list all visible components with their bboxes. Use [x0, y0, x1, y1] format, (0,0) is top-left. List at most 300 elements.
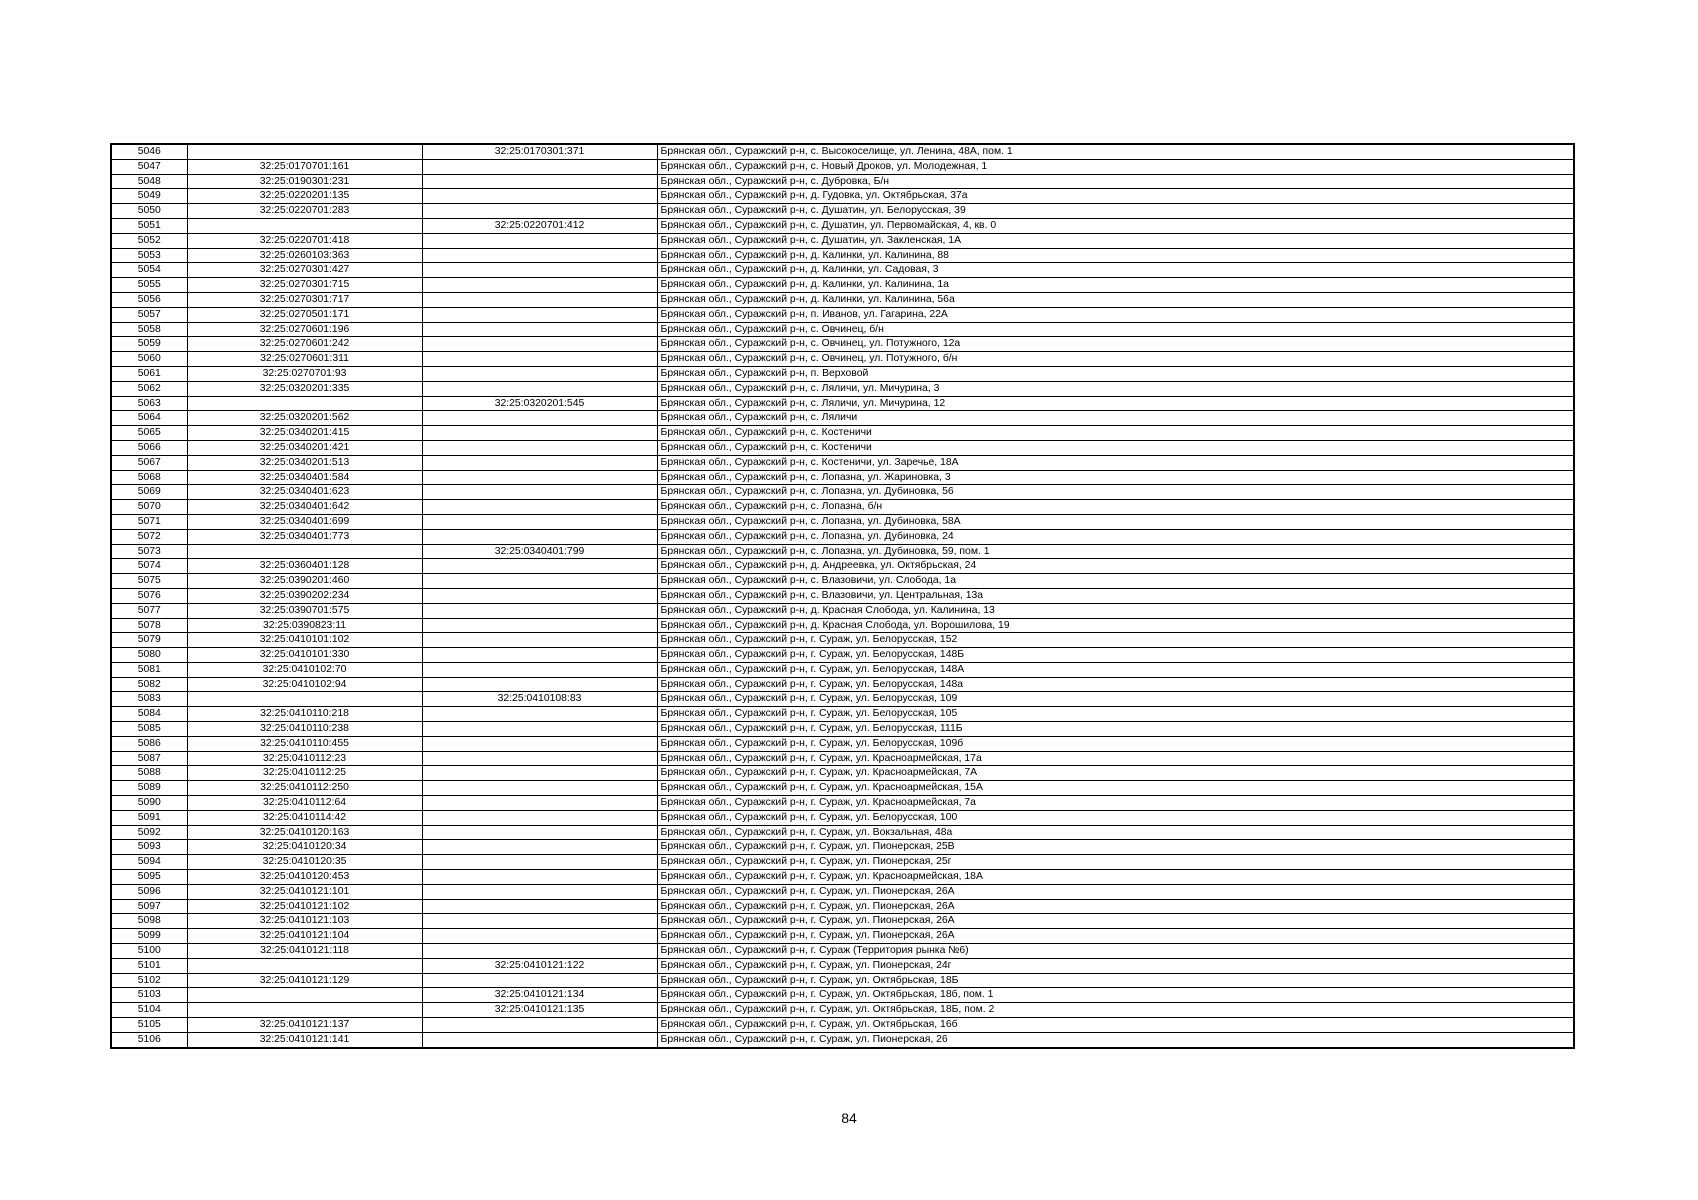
- cadastral-number-cell: 32:25:0410120:453: [187, 870, 422, 885]
- cadastral-number-cell: [187, 988, 422, 1003]
- row-number-cell: 5056: [111, 292, 187, 307]
- table-row: [111, 988, 1574, 1003]
- registry-table: [110, 143, 1575, 1049]
- row-number-cell: 5089: [111, 781, 187, 796]
- address-cell: Брянская обл., Суражский р-н, г. Сураж, ул. Белорусская, 109: [657, 692, 1574, 707]
- table-row: [111, 514, 1574, 529]
- row-number-cell: 5076: [111, 588, 187, 603]
- cadastral-number-cell: 32:25:0270301:715: [187, 278, 422, 293]
- table-row: [111, 781, 1574, 796]
- table-row: [111, 500, 1574, 515]
- cadastral-number-alt-cell: 32:25:0320201:545: [422, 396, 657, 411]
- cadastral-number-alt-cell: [422, 840, 657, 855]
- cadastral-number-alt-cell: [422, 751, 657, 766]
- address-cell: Брянская обл., Суражский р-н, с. Влазовичи, ул. Слобода, 1а: [657, 574, 1574, 589]
- address-cell: Брянская обл., Суражский р-н, г. Сураж, ул. Белорусская, 100: [657, 810, 1574, 825]
- cadastral-number-cell: [187, 396, 422, 411]
- row-number-cell: 5106: [111, 1032, 187, 1047]
- cadastral-number-cell: 32:25:0260103:363: [187, 248, 422, 263]
- cadastral-number-cell: 32:25:0270601:311: [187, 352, 422, 367]
- cadastral-number-alt-cell: [422, 796, 657, 811]
- cadastral-number-alt-cell: [422, 973, 657, 988]
- row-number-cell: 5100: [111, 944, 187, 959]
- table-row: [111, 722, 1574, 737]
- address-cell: Брянская обл., Суражский р-н, д. Калинки, ул. Садовая, 3: [657, 263, 1574, 278]
- address-cell: Брянская обл., Суражский р-н, с. Ляличи: [657, 411, 1574, 426]
- cadastral-number-alt-cell: [422, 648, 657, 663]
- cadastral-number-alt-cell: [422, 603, 657, 618]
- table-row: [111, 973, 1574, 988]
- address-cell: Брянская обл., Суражский р-н, г. Сураж, ул. Белорусская, 105: [657, 707, 1574, 722]
- address-cell: Брянская обл., Суражский р-н, г. Сураж, ул. Белорусская, 109б: [657, 736, 1574, 751]
- address-cell: Брянская обл., Суражский р-н, с. Новый Дроков, ул. Молодежная, 1: [657, 159, 1574, 174]
- row-number-cell: 5053: [111, 248, 187, 263]
- row-number-cell: 5048: [111, 174, 187, 189]
- registry-table-body: [111, 144, 1574, 1048]
- cadastral-number-cell: 32:25:0410110:455: [187, 736, 422, 751]
- table-row: [111, 233, 1574, 248]
- address-cell: Брянская обл., Суражский р-н, с. Лопазна, б/н: [657, 500, 1574, 515]
- address-cell: Брянская обл., Суражский р-н, с. Душатин, ул. Белорусская, 39: [657, 204, 1574, 219]
- cadastral-number-cell: 32:25:0340401:699: [187, 514, 422, 529]
- row-number-cell: 5050: [111, 204, 187, 219]
- row-number-cell: 5058: [111, 322, 187, 337]
- address-cell: Брянская обл., Суражский р-н, с. Костеничи: [657, 426, 1574, 441]
- cadastral-number-cell: 32:25:0340201:513: [187, 455, 422, 470]
- cadastral-number-alt-cell: 32:25:0220701:412: [422, 218, 657, 233]
- cadastral-number-cell: 32:25:0340401:584: [187, 470, 422, 485]
- cadastral-number-alt-cell: [422, 485, 657, 500]
- address-cell: Брянская обл., Суражский р-н, с. Высокоселище, ул. Ленина, 48А, пом. 1: [657, 144, 1574, 159]
- cadastral-number-cell: 32:25:0170701:161: [187, 159, 422, 174]
- row-number-cell: 5081: [111, 662, 187, 677]
- table-row: [111, 529, 1574, 544]
- table-row: [111, 707, 1574, 722]
- cadastral-number-alt-cell: [422, 825, 657, 840]
- cadastral-number-alt-cell: 32:25:0410108:83: [422, 692, 657, 707]
- address-cell: Брянская обл., Суражский р-н, г. Сураж, ул. Красноармейская, 7А: [657, 766, 1574, 781]
- cadastral-number-cell: 32:25:0410112:250: [187, 781, 422, 796]
- table-row: [111, 189, 1574, 204]
- address-cell: Брянская обл., Суражский р-н, г. Сураж, ул. Красноармейская, 17а: [657, 751, 1574, 766]
- cadastral-number-alt-cell: [422, 736, 657, 751]
- address-cell: Брянская обл., Суражский р-н, д. Гудовка, ул. Октябрьская, 37а: [657, 189, 1574, 204]
- table-row: [111, 218, 1574, 233]
- table-row: [111, 352, 1574, 367]
- table-row: [111, 1003, 1574, 1018]
- cadastral-number-alt-cell: [422, 574, 657, 589]
- table-row: [111, 544, 1574, 559]
- address-cell: Брянская обл., Суражский р-н, с. Лопазна, ул. Дубиновка, 24: [657, 529, 1574, 544]
- address-cell: Брянская обл., Суражский р-н, с. Овчинец, б/н: [657, 322, 1574, 337]
- table-row: [111, 559, 1574, 574]
- table-row: [111, 174, 1574, 189]
- table-row: [111, 366, 1574, 381]
- cadastral-number-cell: 32:25:0410114:42: [187, 810, 422, 825]
- table-row: [111, 485, 1574, 500]
- row-number-cell: 5101: [111, 958, 187, 973]
- cadastral-number-cell: 32:25:0320201:335: [187, 381, 422, 396]
- table-row: [111, 677, 1574, 692]
- table-row: [111, 159, 1574, 174]
- row-number-cell: 5092: [111, 825, 187, 840]
- table-row: [111, 840, 1574, 855]
- address-cell: Брянская обл., Суражский р-н, с. Влазовичи, ул. Центральная, 13а: [657, 588, 1574, 603]
- cadastral-number-cell: 32:25:0270501:171: [187, 307, 422, 322]
- cadastral-number-alt-cell: [422, 766, 657, 781]
- cadastral-number-alt-cell: [422, 307, 657, 322]
- cadastral-number-cell: 32:25:0320201:562: [187, 411, 422, 426]
- row-number-cell: 5073: [111, 544, 187, 559]
- address-cell: Брянская обл., Суражский р-н, г. Сураж, ул. Красноармейская, 7а: [657, 796, 1574, 811]
- cadastral-number-alt-cell: [422, 722, 657, 737]
- row-number-cell: 5088: [111, 766, 187, 781]
- row-number-cell: 5084: [111, 707, 187, 722]
- address-cell: Брянская обл., Суражский р-н, г. Сураж, ул. Октябрьская, 18Б: [657, 973, 1574, 988]
- cadastral-number-alt-cell: [422, 322, 657, 337]
- cadastral-number-alt-cell: [422, 855, 657, 870]
- cadastral-number-cell: [187, 544, 422, 559]
- address-cell: Брянская обл., Суражский р-н, с. Овчинец, ул. Потужного, 12а: [657, 337, 1574, 352]
- cadastral-number-cell: 32:25:0270601:196: [187, 322, 422, 337]
- cadastral-number-cell: 32:25:0270701:93: [187, 366, 422, 381]
- address-cell: Брянская обл., Суражский р-н, д. Калинки, ул. Калинина, 88: [657, 248, 1574, 263]
- cadastral-number-cell: 32:25:0360401:128: [187, 559, 422, 574]
- cadastral-number-cell: 32:25:0410121:101: [187, 884, 422, 899]
- cadastral-number-cell: 32:25:0340201:421: [187, 440, 422, 455]
- cadastral-number-alt-cell: [422, 781, 657, 796]
- row-number-cell: 5095: [111, 870, 187, 885]
- cadastral-number-cell: 32:25:0340401:642: [187, 500, 422, 515]
- page-number: 84: [841, 1110, 857, 1126]
- cadastral-number-cell: 32:25:0410121:103: [187, 914, 422, 929]
- row-number-cell: 5079: [111, 633, 187, 648]
- cadastral-number-alt-cell: 32:25:0340401:799: [422, 544, 657, 559]
- cadastral-number-cell: 32:25:0410120:34: [187, 840, 422, 855]
- table-row: [111, 144, 1574, 159]
- cadastral-number-cell: 32:25:0390202:234: [187, 588, 422, 603]
- address-cell: Брянская обл., Суражский р-н, г. Сураж, ул. Белорусская, 148А: [657, 662, 1574, 677]
- cadastral-number-alt-cell: [422, 618, 657, 633]
- cadastral-number-cell: 32:25:0410101:102: [187, 633, 422, 648]
- table-row: [111, 1032, 1574, 1047]
- table-row: [111, 337, 1574, 352]
- cadastral-number-cell: [187, 958, 422, 973]
- table-row: [111, 958, 1574, 973]
- cadastral-number-alt-cell: [422, 189, 657, 204]
- cadastral-number-alt-cell: [422, 381, 657, 396]
- row-number-cell: 5055: [111, 278, 187, 293]
- cadastral-number-alt-cell: [422, 263, 657, 278]
- cadastral-number-alt-cell: [422, 278, 657, 293]
- table-row: [111, 810, 1574, 825]
- row-number-cell: 5096: [111, 884, 187, 899]
- table-row: [111, 396, 1574, 411]
- cadastral-number-cell: [187, 218, 422, 233]
- cadastral-number-alt-cell: [422, 337, 657, 352]
- table-row: [111, 322, 1574, 337]
- cadastral-number-alt-cell: [422, 352, 657, 367]
- cadastral-number-alt-cell: [422, 929, 657, 944]
- row-number-cell: 5093: [111, 840, 187, 855]
- cadastral-number-alt-cell: [422, 588, 657, 603]
- cadastral-number-alt-cell: [422, 204, 657, 219]
- cadastral-number-alt-cell: 32:25:0170301:371: [422, 144, 657, 159]
- cadastral-number-cell: 32:25:0390823:11: [187, 618, 422, 633]
- row-number-cell: 5098: [111, 914, 187, 929]
- row-number-cell: 5046: [111, 144, 187, 159]
- table-row: [111, 278, 1574, 293]
- row-number-cell: 5075: [111, 574, 187, 589]
- address-cell: Брянская обл., Суражский р-н, с. Лопазна, ул. Дубиновка, 58А: [657, 514, 1574, 529]
- cadastral-number-cell: 32:25:0340401:623: [187, 485, 422, 500]
- cadastral-number-alt-cell: [422, 292, 657, 307]
- cadastral-number-alt-cell: [422, 470, 657, 485]
- table-row: [111, 825, 1574, 840]
- cadastral-number-alt-cell: [422, 914, 657, 929]
- cadastral-number-cell: 32:25:0410121:141: [187, 1032, 422, 1047]
- address-cell: Брянская обл., Суражский р-н, д. Красная Слобода, ул. Ворошилова, 19: [657, 618, 1574, 633]
- table-row: [111, 381, 1574, 396]
- row-number-cell: 5077: [111, 603, 187, 618]
- table-row: [111, 633, 1574, 648]
- cadastral-number-cell: 32:25:0410121:118: [187, 944, 422, 959]
- table-row: [111, 455, 1574, 470]
- table-row: [111, 470, 1574, 485]
- row-number-cell: 5087: [111, 751, 187, 766]
- cadastral-number-cell: 32:25:0410120:163: [187, 825, 422, 840]
- address-cell: Брянская обл., Суражский р-н, г. Сураж, ул. Белорусская, 111Б: [657, 722, 1574, 737]
- cadastral-number-alt-cell: [422, 174, 657, 189]
- row-number-cell: 5102: [111, 973, 187, 988]
- cadastral-number-cell: [187, 144, 422, 159]
- table-row: [111, 796, 1574, 811]
- row-number-cell: 5103: [111, 988, 187, 1003]
- row-number-cell: 5091: [111, 810, 187, 825]
- cadastral-number-alt-cell: [422, 884, 657, 899]
- table-row: [111, 899, 1574, 914]
- address-cell: Брянская обл., Суражский р-н, с. Костеничи: [657, 440, 1574, 455]
- table-row: [111, 766, 1574, 781]
- cadastral-number-cell: 32:25:0410110:218: [187, 707, 422, 722]
- table-row: [111, 751, 1574, 766]
- table-row: [111, 692, 1574, 707]
- table-row: [111, 914, 1574, 929]
- cadastral-number-cell: 32:25:0190301:231: [187, 174, 422, 189]
- table-row: [111, 248, 1574, 263]
- table-row: [111, 411, 1574, 426]
- cadastral-number-cell: 32:25:0220701:418: [187, 233, 422, 248]
- cadastral-number-cell: [187, 1003, 422, 1018]
- address-cell: Брянская обл., Суражский р-н, с. Лопазна, ул. Дубиновка, 59, пом. 1: [657, 544, 1574, 559]
- cadastral-number-cell: 32:25:0410121:137: [187, 1018, 422, 1033]
- cadastral-number-cell: 32:25:0410121:104: [187, 929, 422, 944]
- table-row: [111, 1018, 1574, 1033]
- row-number-cell: 5090: [111, 796, 187, 811]
- table-row: [111, 929, 1574, 944]
- address-cell: Брянская обл., Суражский р-н, г. Сураж, ул. Красноармейская, 18А: [657, 870, 1574, 885]
- address-cell: Брянская обл., Суражский р-н, г. Сураж, ул. Красноармейская, 15А: [657, 781, 1574, 796]
- cadastral-number-cell: 32:25:0340401:773: [187, 529, 422, 544]
- cadastral-number-alt-cell: [422, 1018, 657, 1033]
- cadastral-number-alt-cell: [422, 366, 657, 381]
- address-cell: Брянская обл., Суражский р-н, д. Андреевка, ул. Октябрьская, 24: [657, 559, 1574, 574]
- row-number-cell: 5086: [111, 736, 187, 751]
- cadastral-number-cell: 32:25:0410121:102: [187, 899, 422, 914]
- address-cell: Брянская обл., Суражский р-н, г. Сураж (Территория рынка №6): [657, 944, 1574, 959]
- cadastral-number-cell: 32:25:0270601:242: [187, 337, 422, 352]
- row-number-cell: 5074: [111, 559, 187, 574]
- cadastral-number-cell: 32:25:0410112:23: [187, 751, 422, 766]
- row-number-cell: 5065: [111, 426, 187, 441]
- address-cell: Брянская обл., Суражский р-н, д. Калинки, ул. Калинина, 1а: [657, 278, 1574, 293]
- table-row: [111, 204, 1574, 219]
- row-number-cell: 5099: [111, 929, 187, 944]
- row-number-cell: 5082: [111, 677, 187, 692]
- address-cell: Брянская обл., Суражский р-н, с. Ляличи, ул. Мичурина, 12: [657, 396, 1574, 411]
- address-cell: Брянская обл., Суражский р-н, с. Дубровка, Б/н: [657, 174, 1574, 189]
- row-number-cell: 5070: [111, 500, 187, 515]
- address-cell: Брянская обл., Суражский р-н, г. Сураж, ул. Октябрьская, 18Б, пом. 2: [657, 1003, 1574, 1018]
- table-row: [111, 588, 1574, 603]
- cadastral-number-alt-cell: [422, 500, 657, 515]
- cadastral-number-cell: 32:25:0340201:415: [187, 426, 422, 441]
- address-cell: Брянская обл., Суражский р-н, д. Калинки, ул. Калинина, 56а: [657, 292, 1574, 307]
- table-row: [111, 618, 1574, 633]
- table-row: [111, 648, 1574, 663]
- row-number-cell: 5078: [111, 618, 187, 633]
- cadastral-number-alt-cell: [422, 248, 657, 263]
- address-cell: Брянская обл., Суражский р-н, г. Сураж, ул. Пионерская, 26А: [657, 899, 1574, 914]
- row-number-cell: 5067: [111, 455, 187, 470]
- row-number-cell: 5060: [111, 352, 187, 367]
- cadastral-number-alt-cell: [422, 633, 657, 648]
- table-row: [111, 440, 1574, 455]
- address-cell: Брянская обл., Суражский р-н, с. Костеничи, ул. Заречье, 18А: [657, 455, 1574, 470]
- row-number-cell: 5097: [111, 899, 187, 914]
- cadastral-number-alt-cell: [422, 662, 657, 677]
- cadastral-number-alt-cell: [422, 440, 657, 455]
- cadastral-number-alt-cell: [422, 514, 657, 529]
- address-cell: Брянская обл., Суражский р-н, с. Овчинец, ул. Потужного, б/н: [657, 352, 1574, 367]
- row-number-cell: 5072: [111, 529, 187, 544]
- row-number-cell: 5094: [111, 855, 187, 870]
- cadastral-number-alt-cell: [422, 944, 657, 959]
- address-cell: Брянская обл., Суражский р-н, г. Сураж, ул. Белорусская, 148а: [657, 677, 1574, 692]
- address-cell: Брянская обл., Суражский р-н, с. Лопазна, ул. Дубиновка, 56: [657, 485, 1574, 500]
- table-row: [111, 263, 1574, 278]
- address-cell: Брянская обл., Суражский р-н, п. Верховой: [657, 366, 1574, 381]
- cadastral-number-alt-cell: [422, 1032, 657, 1047]
- table-row: [111, 870, 1574, 885]
- address-cell: Брянская обл., Суражский р-н, д. Красная Слобода, ул. Калинина, 13: [657, 603, 1574, 618]
- table-row: [111, 662, 1574, 677]
- address-cell: Брянская обл., Суражский р-н, г. Сураж, ул. Пионерская, 26А: [657, 929, 1574, 944]
- cadastral-number-alt-cell: [422, 529, 657, 544]
- cadastral-number-cell: 32:25:0390201:460: [187, 574, 422, 589]
- cadastral-number-alt-cell: [422, 677, 657, 692]
- table-row: [111, 944, 1574, 959]
- cadastral-number-alt-cell: 32:25:0410121:135: [422, 1003, 657, 1018]
- row-number-cell: 5080: [111, 648, 187, 663]
- row-number-cell: 5066: [111, 440, 187, 455]
- cadastral-number-cell: 32:25:0220701:283: [187, 204, 422, 219]
- row-number-cell: 5071: [111, 514, 187, 529]
- row-number-cell: 5105: [111, 1018, 187, 1033]
- table-row: [111, 736, 1574, 751]
- cadastral-number-alt-cell: [422, 159, 657, 174]
- cadastral-number-cell: 32:25:0410102:70: [187, 662, 422, 677]
- cadastral-number-cell: 32:25:0270301:717: [187, 292, 422, 307]
- address-cell: Брянская обл., Суражский р-н, п. Иванов, ул. Гагарина, 22А: [657, 307, 1574, 322]
- address-cell: Брянская обл., Суражский р-н, с. Лопазна, ул. Жариновка, 3: [657, 470, 1574, 485]
- row-number-cell: 5051: [111, 218, 187, 233]
- address-cell: Брянская обл., Суражский р-н, г. Сураж, ул. Октябрьская, 16б: [657, 1018, 1574, 1033]
- address-cell: Брянская обл., Суражский р-н, г. Сураж, ул. Белорусская, 148Б: [657, 648, 1574, 663]
- table-row: [111, 603, 1574, 618]
- table-row: [111, 426, 1574, 441]
- row-number-cell: 5104: [111, 1003, 187, 1018]
- cadastral-number-cell: 32:25:0410120:35: [187, 855, 422, 870]
- cadastral-number-cell: 32:25:0220201:135: [187, 189, 422, 204]
- row-number-cell: 5064: [111, 411, 187, 426]
- table-row: [111, 855, 1574, 870]
- address-cell: Брянская обл., Суражский р-н, г. Сураж, ул. Белорусская, 152: [657, 633, 1574, 648]
- row-number-cell: 5085: [111, 722, 187, 737]
- cadastral-number-alt-cell: [422, 707, 657, 722]
- cadastral-number-cell: 32:25:0270301:427: [187, 263, 422, 278]
- cadastral-number-cell: 32:25:0390701:575: [187, 603, 422, 618]
- cadastral-number-cell: 32:25:0410112:25: [187, 766, 422, 781]
- cadastral-number-alt-cell: [422, 233, 657, 248]
- cadastral-number-alt-cell: [422, 426, 657, 441]
- table-row: [111, 884, 1574, 899]
- cadastral-number-cell: 32:25:0410101:330: [187, 648, 422, 663]
- row-number-cell: 5059: [111, 337, 187, 352]
- address-cell: Брянская обл., Суражский р-н, г. Сураж, ул. Пионерская, 25В: [657, 840, 1574, 855]
- row-number-cell: 5047: [111, 159, 187, 174]
- cadastral-number-alt-cell: 32:25:0410121:134: [422, 988, 657, 1003]
- table-row: [111, 292, 1574, 307]
- row-number-cell: 5054: [111, 263, 187, 278]
- address-cell: Брянская обл., Суражский р-н, г. Сураж, ул. Пионерская, 24г: [657, 958, 1574, 973]
- row-number-cell: 5057: [111, 307, 187, 322]
- cadastral-number-cell: 32:25:0410102:94: [187, 677, 422, 692]
- cadastral-number-alt-cell: [422, 870, 657, 885]
- cadastral-number-cell: 32:25:0410121:129: [187, 973, 422, 988]
- address-cell: Брянская обл., Суражский р-н, г. Сураж, ул. Октябрьская, 18б, пом. 1: [657, 988, 1574, 1003]
- address-cell: Брянская обл., Суражский р-н, г. Сураж, ул. Вокзальная, 48а: [657, 825, 1574, 840]
- address-cell: Брянская обл., Суражский р-н, с. Душатин, ул. Закленская, 1А: [657, 233, 1574, 248]
- cadastral-number-alt-cell: 32:25:0410121:122: [422, 958, 657, 973]
- cadastral-number-cell: [187, 692, 422, 707]
- cadastral-number-alt-cell: [422, 559, 657, 574]
- row-number-cell: 5062: [111, 381, 187, 396]
- row-number-cell: 5061: [111, 366, 187, 381]
- table-row: [111, 307, 1574, 322]
- address-cell: Брянская обл., Суражский р-н, г. Сураж, ул. Пионерская, 25г: [657, 855, 1574, 870]
- cadastral-number-alt-cell: [422, 810, 657, 825]
- row-number-cell: 5052: [111, 233, 187, 248]
- address-cell: Брянская обл., Суражский р-н, г. Сураж, ул. Пионерская, 26А: [657, 914, 1574, 929]
- row-number-cell: 5068: [111, 470, 187, 485]
- row-number-cell: 5069: [111, 485, 187, 500]
- cadastral-number-alt-cell: [422, 899, 657, 914]
- address-cell: Брянская обл., Суражский р-н, с. Душатин, ул. Первомайская, 4, кв. 0: [657, 218, 1574, 233]
- address-cell: Брянская обл., Суражский р-н, г. Сураж, ул. Пионерская, 26А: [657, 884, 1574, 899]
- cadastral-number-cell: 32:25:0410110:238: [187, 722, 422, 737]
- address-cell: Брянская обл., Суражский р-н, с. Ляличи, ул. Мичурина, 3: [657, 381, 1574, 396]
